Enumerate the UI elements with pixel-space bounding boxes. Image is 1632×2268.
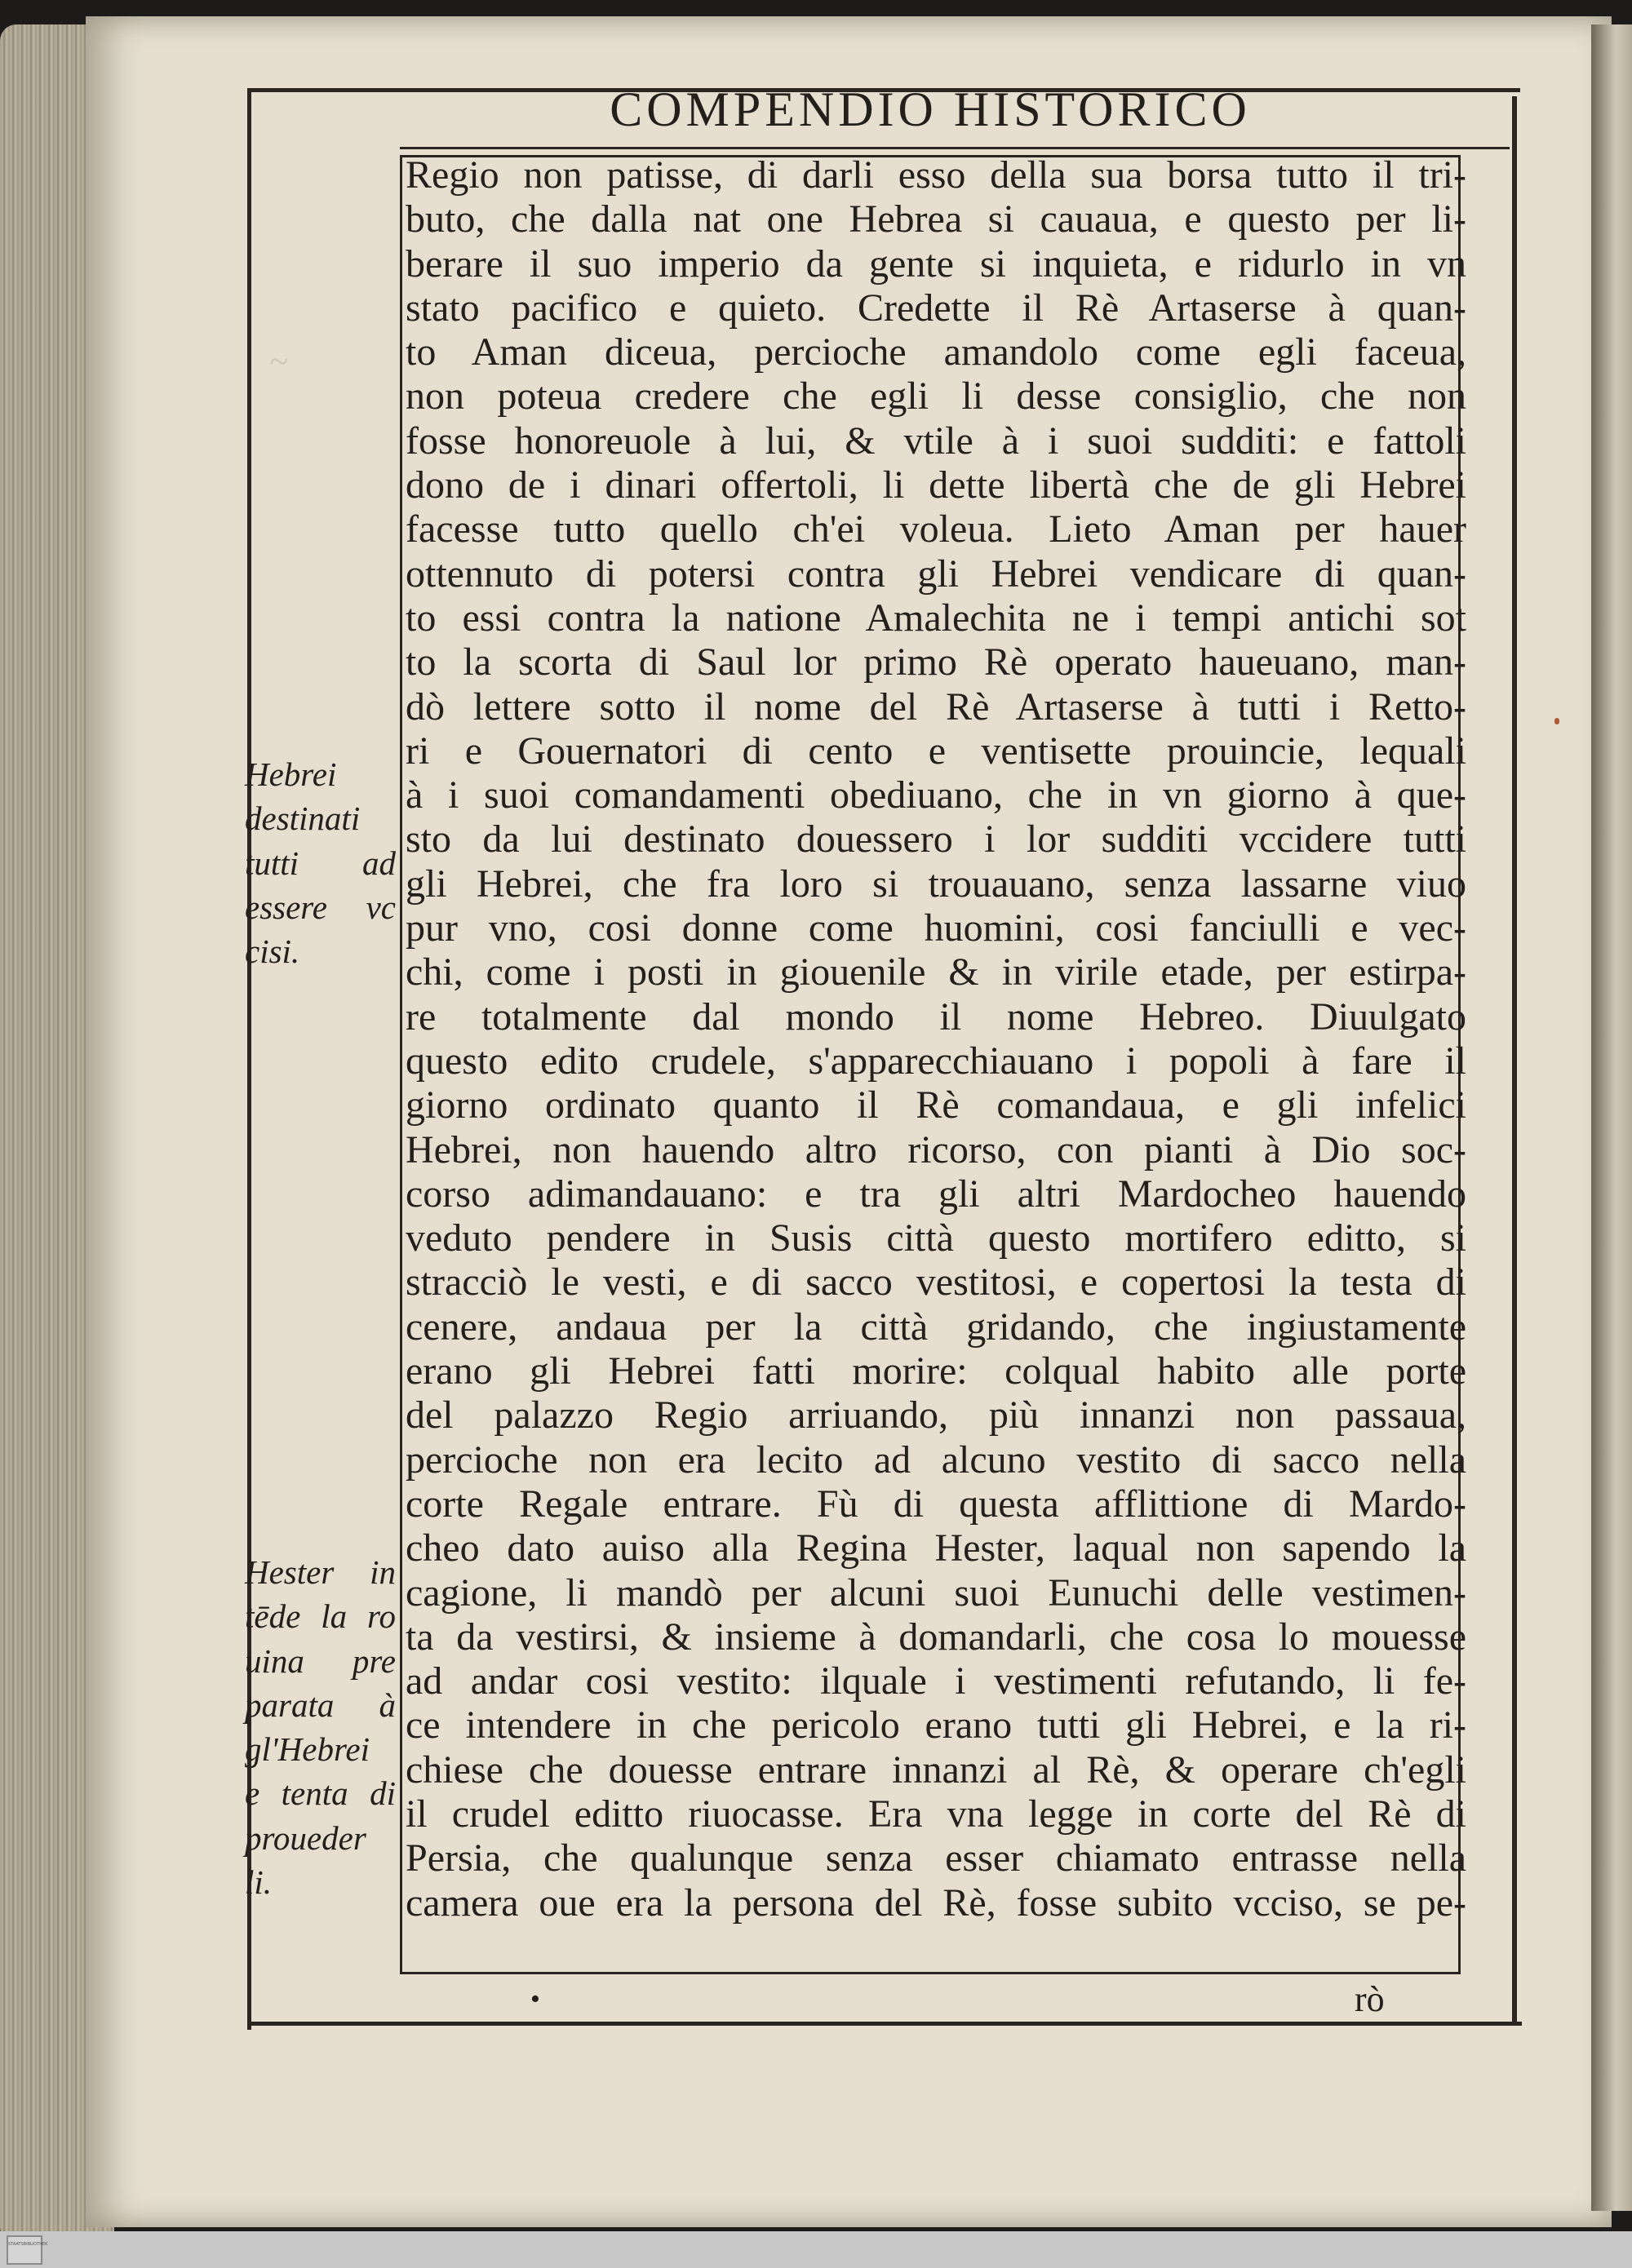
margin-note-line: cisi.: [245, 932, 300, 971]
text-line: non poteua credere che egli li desse consiglio, che non: [406, 374, 1466, 419]
text-line: il crudel editto riuocasse. Era vna legge in corte del Rè di: [406, 1792, 1466, 1836]
text-line: camera oue era la persona del Rè, fosse subito vcciso, se pe-: [406, 1880, 1466, 1925]
text-line: Hebrei, non hauendo altro ricorso, con pianti à Dio soc-: [406, 1127, 1466, 1172]
text-line: dono de i dinari offertoli, li dette libertà che de gli Hebrei: [406, 463, 1466, 507]
frame-bottom-rule: [249, 2022, 1522, 2026]
margin-note-line: Hebrei: [245, 755, 337, 793]
facing-page-edge: [1591, 24, 1632, 2211]
main-text-block: [406, 153, 1466, 1925]
text-line: veduto pendere in Susis città questo mortifero editto, si: [406, 1216, 1466, 1260]
margin-note-line: tēde la ro: [245, 1597, 396, 1636]
text-line: to essi contra la natione Amalechita ne i tempi antichi sot: [406, 596, 1466, 640]
text-line: facesse tutto quello ch'ei voleua. Lieto Aman per hauer: [406, 507, 1466, 551]
text-line: cheo dato auiso alla Regina Hester, laqual non sapendo la: [406, 1526, 1466, 1570]
show-through-text: ~: [269, 343, 288, 381]
library-logo-text: STAATSBIBLIOTHEK: [8, 2242, 48, 2247]
text-line: pur vno, cosi donne come huomini, cosi fanciulli e vec-: [406, 906, 1466, 950]
text-line: ri e Gouernatori di cento e ventisette prouincie, lequali: [406, 729, 1466, 773]
margin-note-line: destinati: [245, 800, 361, 838]
margin-note-line: tutti ad: [245, 844, 396, 882]
margin-note-line: li.: [245, 1863, 273, 1902]
text-line: del palazzo Regio arriuando, più innanzi non passaua,: [406, 1393, 1466, 1437]
library-logo: [7, 2235, 48, 2265]
frame-right-rule: [1512, 96, 1517, 2026]
text-line: percioche non era lecito ad alcuno vestito di sacco nella: [406, 1437, 1466, 1482]
text-line: cagione, li mandò per alcuni suoi Eunuchi delle vestimen-: [406, 1570, 1466, 1615]
margin-note-hester: [245, 1550, 396, 1904]
text-line: sto da lui destinato douessero i lor sudditi vccidere tutti: [406, 817, 1466, 862]
text-line: ad andar cosi vestito: ilquale i vestimenti refutando, li fe-: [406, 1659, 1466, 1703]
text-line: Persia, che qualunque senza esser chiamato entrasse nella: [406, 1836, 1466, 1880]
text-line: fosse honoreuole à lui, & vtile à i suoi sudditi: e fattoli: [406, 419, 1466, 463]
margin-note-line: gl'Hebrei: [245, 1730, 370, 1769]
text-line: buto, che dalla nat one Hebrea si cauaua, e questo per li-: [406, 197, 1466, 241]
text-line: à i suoi comandamenti obediuano, che in vn giorno à que-: [406, 773, 1466, 817]
text-line: cenere, andaua per la città gridando, che ingiustamente: [406, 1305, 1466, 1349]
text-line: stracciò le vesti, e di sacco vestitosi, e copertosi la testa di: [406, 1260, 1466, 1305]
margin-note-hebrei: [245, 752, 396, 973]
margin-note-line: proueder: [245, 1818, 366, 1857]
catchword: rò: [1355, 1979, 1385, 2019]
text-line: chi, come i posti in giouenile & in virile etade, per estirpa-: [406, 950, 1466, 994]
footer-mark: •: [530, 1984, 540, 2014]
text-line: erano gli Hebrei fatti morire: colqual habito alle porte: [406, 1349, 1466, 1393]
text-line: stato pacifico e quieto. Credette il Rè Artaserse à quan-: [406, 286, 1466, 330]
margin-note-line: Hester in: [245, 1553, 396, 1591]
margin-note-line: parata à: [245, 1685, 396, 1724]
text-line: questo edito crudele, s'apparecchiauano i popoli à fare il: [406, 1039, 1466, 1083]
text-line: ta da vestirsi, & insieme à domandarli, che cosa lo mouesse: [406, 1615, 1466, 1659]
text-line: dò lettere sotto il nome del Rè Artaserse à tutti i Retto-: [406, 684, 1466, 729]
text-line: giorno ordinato quanto il Rè comandaua, e gli infelici: [406, 1083, 1466, 1127]
header-rule: [400, 147, 1510, 149]
text-line: to Aman diceua, percioche amandolo come egli faceua,: [406, 330, 1466, 374]
text-line: ce intendere in che pericolo erano tutti gli Hebrei, e la ri-: [406, 1703, 1466, 1748]
text-line: ottennuto di potersi contra gli Hebrei vendicare di quan-: [406, 551, 1466, 596]
text-line: chiese che douesse entrare innanzi al Rè, & operare ch'egli: [406, 1748, 1466, 1792]
text-line: corte Regale entrare. Fù di questa afflittione di Mardo-: [406, 1482, 1466, 1526]
ink-stain: [1554, 718, 1559, 724]
text-line: berare il suo imperio da gente si inquieta, e ridurlo in vn: [406, 241, 1466, 286]
text-line: gli Hebrei, che fra loro si trouauano, senza lassarne viuo: [406, 862, 1466, 906]
margin-note-line: e tenta di: [245, 1774, 396, 1813]
text-line: re totalmente dal mondo il nome Hebreo. Diuulgato: [406, 994, 1466, 1039]
running-head: COMPENDIO HISTORICO: [610, 82, 1251, 136]
text-line: Regio non patisse, di darli esso della sua borsa tutto il tri-: [406, 153, 1466, 197]
margin-note-line: essere vc: [245, 888, 396, 926]
text-line: corso adimandauano: e tra gli altri Mardocheo hauendo: [406, 1172, 1466, 1216]
margin-note-line: uina pre: [245, 1641, 396, 1680]
scanner-footer-bar: [0, 2231, 1632, 2268]
text-line: to la scorta di Saul lor primo Rè operato haueuano, man-: [406, 640, 1466, 684]
